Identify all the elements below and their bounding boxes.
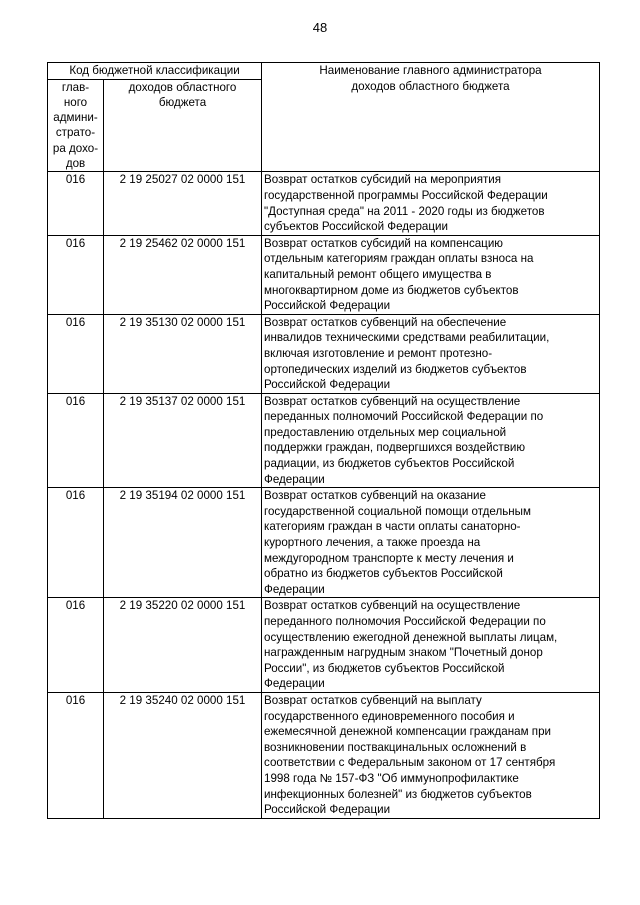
header-main-administrator: [48, 79, 104, 172]
name-line: радиации, из бюджетов субъектов Российской: [264, 457, 515, 471]
name-line: Возврат остатков субвенций на выплату: [264, 693, 482, 707]
income-code-cell: 2 19 25027 02 0000 151: [104, 172, 262, 235]
table-row: [48, 488, 600, 598]
name-line: Федерации: [264, 472, 325, 486]
admin-code-cell: 016: [48, 488, 104, 598]
name-line: переданных полномочий Российской Федерации по: [264, 410, 544, 424]
header-administrator-name: [262, 63, 600, 172]
income-name-cell: [262, 598, 600, 693]
name-line: инвалидов техническими средствами реабилитации,: [264, 331, 550, 345]
header-name-line: Наименование главного администратора: [319, 64, 542, 77]
table-row: [48, 172, 600, 235]
name-line: Возврат остатков субсидий на мероприятия: [264, 173, 502, 187]
income-name-cell: [262, 314, 600, 393]
header-admin-line: глав-: [61, 80, 90, 94]
income-code-cell: 2 19 35194 02 0000 151: [104, 488, 262, 598]
name-line: отдельным категориям граждан оплаты взноса на: [264, 252, 534, 266]
name-line: возникновении поствакцинальных осложнений в: [264, 740, 527, 754]
admin-code-cell: 016: [48, 692, 104, 818]
income-name-cell: [262, 235, 600, 314]
header-admin-line: страто-: [55, 126, 96, 140]
name-line: соответствии с Федеральным законом от 17 сентября: [264, 756, 556, 770]
income-name-cell: [262, 393, 600, 488]
admin-code-cell: 016: [48, 314, 104, 393]
name-line: предоставлению отдельных мер социальной: [264, 425, 507, 439]
header-budget-classification-code: Код бюджетной классификации: [48, 63, 262, 80]
header-name-line: доходов областного бюджета: [351, 79, 510, 93]
income-code-cell: 2 19 35130 02 0000 151: [104, 314, 262, 393]
name-line: России", из бюджетов субъектов Российской: [264, 661, 505, 675]
income-code-cell: 2 19 25462 02 0000 151: [104, 235, 262, 314]
name-line: инфекционных болезней" из бюджетов субъектов: [264, 787, 532, 801]
admin-code-cell: 016: [48, 598, 104, 693]
admin-code-cell: 016: [48, 235, 104, 314]
name-line: Российской Федерации: [264, 803, 391, 817]
name-line: государственной социальной помощи отдельным: [264, 504, 531, 518]
budget-classification-table: [47, 62, 600, 819]
table-row: [48, 314, 600, 393]
name-line: Российской Федерации: [264, 299, 391, 313]
name-line: Возврат остатков субвенций на осуществление: [264, 394, 521, 408]
header-admin-line: админи-: [53, 111, 98, 125]
table-row: [48, 393, 600, 488]
name-line: награжденным нагрудным знаком "Почетный донор: [264, 646, 543, 660]
name-line: государственной программы Российской Федерации: [264, 188, 548, 202]
income-name-cell: [262, 488, 600, 598]
name-line: 1998 года № 157-ФЗ "Об иммунопрофилактике: [264, 771, 519, 785]
name-line: капитальный ремонт общего имущества в: [264, 267, 492, 281]
income-code-cell: 2 19 35137 02 0000 151: [104, 393, 262, 488]
header-admin-line: ра дохо-: [52, 141, 99, 155]
header-income-line: доходов областного: [128, 80, 237, 94]
name-line: Федерации: [264, 677, 325, 691]
income-name-cell: [262, 172, 600, 235]
table-header-group-row: [48, 63, 600, 80]
header-admin-line: ного: [63, 95, 88, 109]
table-row: [48, 235, 600, 314]
name-line: Возврат остатков субсидий на компенсацию: [264, 236, 503, 250]
name-line: обратно из бюджетов субъектов Российской: [264, 567, 503, 581]
name-line: Федерации: [264, 582, 325, 596]
name-line: многоквартирном доме из бюджетов субъектов: [264, 283, 519, 297]
table-row: [48, 692, 600, 818]
name-line: поддержки граждан, подвергшихся воздействию: [264, 441, 526, 455]
name-line: Возврат остатков субвенций на осуществление: [264, 599, 521, 613]
header-admin-line: дов: [65, 157, 86, 171]
name-line: Российской Федерации: [264, 378, 391, 392]
name-line: "Доступная среда" на 2011 - 2020 годы из бюджетов: [264, 204, 545, 218]
name-line: курортного лечения, а также проезда на: [264, 536, 481, 550]
income-name-cell: [262, 692, 600, 818]
name-line: субъектов Российской Федерации: [264, 220, 448, 234]
income-code-cell: 2 19 35220 02 0000 151: [104, 598, 262, 693]
name-line: Возврат остатков субвенций на оказание: [264, 489, 486, 503]
name-line: категориям граждан в части оплаты санаторно-: [264, 520, 521, 534]
name-line: осуществлению ежегодной денежной выплаты лицам,: [264, 630, 558, 644]
header-income-line: бюджета: [158, 96, 207, 110]
name-line: междугородном транспорте к месту лечения и: [264, 551, 514, 565]
name-line: ежемесячной денежной компенсации гражданам при: [264, 725, 552, 739]
name-line: ортопедических изделий из бюджетов субъектов: [264, 362, 527, 376]
name-line: переданного полномочия Российской Федерации по: [264, 615, 546, 628]
name-line: включая изготовление и ремонт протезно-: [264, 346, 493, 360]
page-number: 48: [312, 20, 328, 35]
admin-code-cell: 016: [48, 393, 104, 488]
name-line: государственного единовременного пособия и: [264, 709, 515, 723]
table-row: [48, 598, 600, 693]
admin-code-cell: 016: [48, 172, 104, 235]
income-code-cell: 2 19 35240 02 0000 151: [104, 692, 262, 818]
name-line: Возврат остатков субвенций на обеспечение: [264, 315, 507, 329]
header-regional-budget-income: [104, 79, 262, 172]
